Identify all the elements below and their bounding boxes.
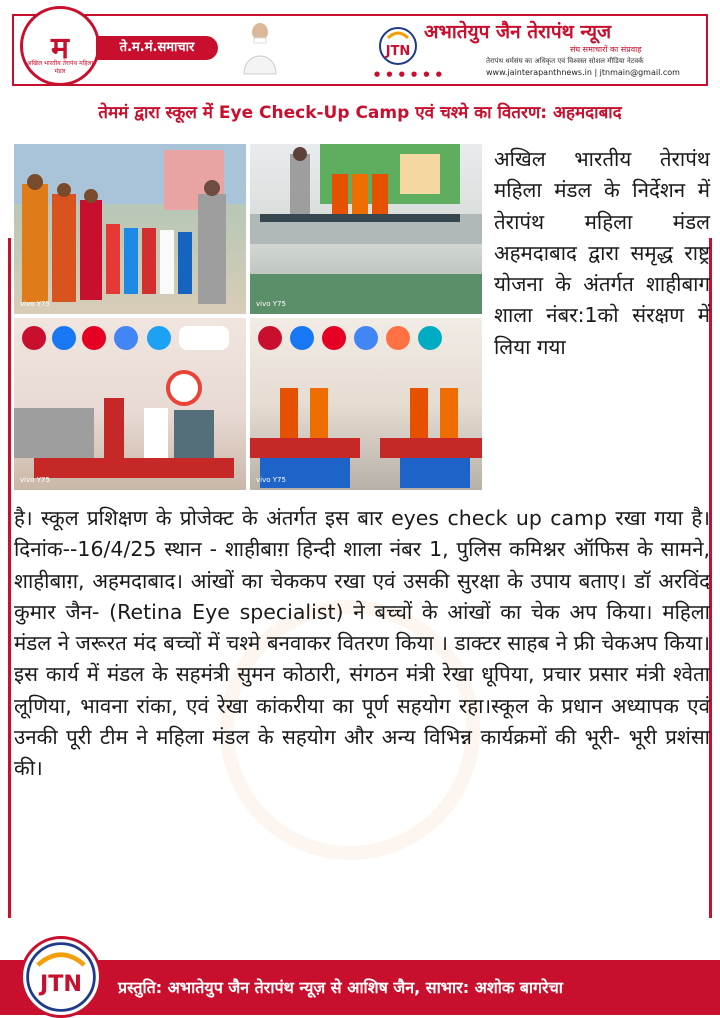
photo-caption: vivo Y75: [20, 476, 50, 484]
article-intro-text: अखिल भारतीय तेरापंथ महिला मंडल के निर्देशन में तेरापंथ महिला मंडल अहमदाबाद द्वारा समृद्ध राष्ट्र योजना के अंतर्गत शाहीबाग शाला नंबर:1को संरक्षण में लिया गया: [494, 147, 710, 359]
acharya-portrait-icon: [238, 20, 282, 76]
photo-caption: vivo Y75: [256, 300, 286, 308]
brand-tagline: तेरापंथ धर्मसंघ का अधिकृत एवं विश्वस्त सोशल मीडिया नेटवर्क: [486, 57, 644, 65]
photo-eye-checkup: [14, 318, 246, 490]
google-icon[interactable]: ●: [435, 70, 444, 78]
article-title: तेममं द्वारा स्कूल में Eye Check-Up Camp एवं चश्मे का वितरण: अहमदाबाद: [98, 103, 622, 123]
brand-subtitle: संघ समाचारों का संप्रवाह: [570, 45, 642, 54]
jtn-footer-logo-icon: [20, 936, 102, 1018]
website-contact[interactable]: www.jainterapanthnews.in | jtnmain@gmail.com: [486, 68, 680, 77]
photo-collage: [14, 144, 482, 490]
brand-title: अभातेयुप जैन तेरापंथ न्यूज: [424, 21, 612, 43]
photo-caption: vivo Y75: [256, 476, 286, 484]
photo-classroom-chairs: [250, 144, 482, 314]
photo-group-students: [14, 144, 246, 314]
mahila-mandal-logo: [20, 6, 100, 86]
news-category-pill: ते.म.मं.समाचार: [96, 36, 218, 60]
photo-assembly-hall: [250, 318, 482, 490]
jtn-logo-icon: [378, 26, 418, 66]
page-header: [0, 0, 720, 95]
footer-credit: प्रस्तुति: अभातेयुप जैन तेरापंथ न्यूज़ से आशिष जैन, साभार: अशोक बागरेचा: [118, 978, 563, 997]
instagram-icon[interactable]: ●: [423, 70, 432, 78]
jtn-footer-label: JTN: [39, 970, 83, 997]
logo-tagline: अखिल भारतीय तेरापंथ महिला मंडल: [26, 60, 94, 75]
whatsapp-icon[interactable]: ●: [386, 70, 395, 78]
social-icons: [374, 70, 444, 78]
youtube-icon[interactable]: ●: [398, 70, 407, 78]
article-body-text: है। स्कूल प्रशिक्षण के प्रोजेक्ट के अंतर्गत इस बार eyes check up camp रखा गया है। दिनांक--16/4/25 स्थान - शाहीबाग़ हिन्दी शाला नंबर 1, पुलिस कमिश्नर ऑफिस के सामने, शाहीबाग़, अहमदाबाद। आंखों का चेककप रखा एवं उसकी सुरक्षा के उपाय बताए। डॉ अरविंद कुमार जैन- (Retina Eye specialist) ने बच्चों के आंखों का चेक अप किया। महिला मंडल ने जरूरत मंद बच्चों में चश्मे बनवाकर वितरण किया । डाक्टर साहब ने फ्री चेकअप किया। इस कार्य में मंडल के सहमंत्री सुमन कोठारी, संगठन मंत्री रेखा धूपिया, प्रचार प्रसार मंत्री श्वेता लूणिया, भावना रांका, एवं रेखा कांकरीया का पूर्ण सहयोग रहा।स्कूल के प्रधान अध्यापक एवं उनकी पूरी टीम ने महिला मंडल के सहयोग और अन्य विभिन्न कार्यक्रमों की भूरी- भूरी प्रशंसा की।: [14, 506, 710, 781]
jtn-small-label: JTN: [385, 44, 411, 59]
logo-mark: म: [51, 30, 69, 66]
left-border-line: [8, 238, 11, 918]
twitter-icon[interactable]: ●: [411, 70, 420, 78]
photo-caption: vivo Y75: [20, 300, 50, 308]
facebook-icon[interactable]: ●: [374, 70, 383, 78]
